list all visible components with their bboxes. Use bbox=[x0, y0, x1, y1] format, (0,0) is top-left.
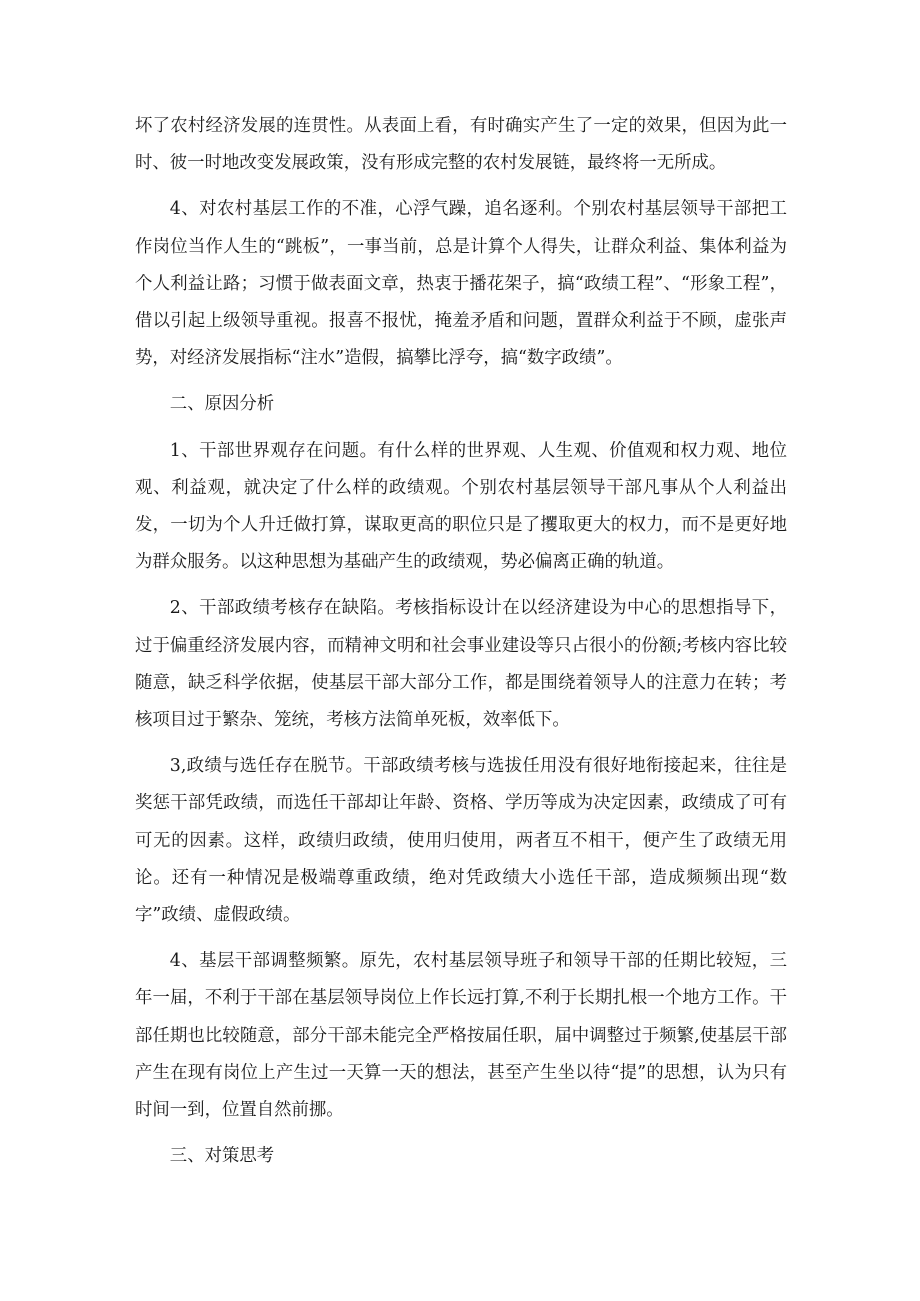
paragraph-point-4: 4、对农村基层工作的不准，心浮气躁，追名逐利。个别农村基层领导干部把工作岗位当作人生的“跳板”，一事当前，总是计算个人得失，让群众利益、集体利益为个人利益让路；习惯于做表面文章，热衷于播花架子，搞“政绩工程”、“形象工程”，借以引起上级领导重视。报喜不报忧，掩羞矛盾和问题，置群众利益于不顾，虚张声势，对经济发展指标“注水”造假，搞攀比浮夸，搞“数字政绩”。 bbox=[135, 199, 787, 369]
paragraph-gap bbox=[135, 739, 787, 748]
paragraph-cause-4: 4、基层干部调整频繁。原先，农村基层领导班子和领导干部的任期比较短，三年一届，不利于干部在基层领导岗位上作长远打算,不利于长期扎根一个地方工作。干部任期也比较随意，部分干部未能完全严格按届任职，届中调整过于频繁,使基层干部产生在现有岗位上产生过一天算一天的想法，甚至产生坐以待“提”的思想，认为只有时间一到，位置自然前挪。 bbox=[135, 951, 787, 1121]
section-heading-countermeasures: 三、对策思考 bbox=[169, 1146, 275, 1167]
paragraph-gap bbox=[135, 424, 787, 433]
section-heading-cause-analysis: 二、原因分析 bbox=[169, 394, 275, 415]
paragraph-gap bbox=[135, 182, 787, 191]
paragraph-continuation: 坏了农村经济发展的连贯性。从表面上看，有时确实产生了一定的效果，但因为此一时、彼一时地改变发展政策，没有形成完整的农村发展链，最终将一无所成。 bbox=[135, 116, 787, 174]
paragraph-cause-2: 2、干部政绩考核存在缺陷。考核指标设计在以经济建设为中心的思想指导下，过于偏重经济发展内容，而精神文明和社会事业建设等只占很小的份额;考核内容比较随意，缺乏科学依据，使基层干部大部分工作，都是围绕着领导人的注意力在转；考核项目过于繁杂、笼统，考核方法简单死板，效率低下。 bbox=[135, 598, 787, 731]
paragraph-gap bbox=[135, 581, 787, 590]
paragraph-cause-3: 3,政绩与选任存在脱节。干部政绩考核与选拔任用没有很好地衔接起来，往往是奖惩干部凭政绩，而选任干部却让年龄、资格、学历等成为决定因素，政绩成了可有可无的因素。这样，政绩归政绩，使用归使用，两者互不相干，便产生了政绩无用论。还有一种情况是极端尊重政绩，绝对凭政绩大小选任干部，造成频频出现“数字”政绩、虚假政绩。 bbox=[135, 756, 787, 926]
paragraph-gap bbox=[135, 934, 787, 943]
document-page bbox=[135, 108, 787, 1175]
paragraph-gap bbox=[135, 377, 787, 386]
paragraph-cause-1: 1、干部世界观存在问题。有什么样的世界观、人生观、价值观和权力观、地位观、利益观，就决定了什么样的政绩观。个别农村基层领导干部凡事从个人利益出发，一切为个人升迁做打算，谋取更高的职位只是了攫取更大的权力，而不是更好地为群众服务。以这种思想为基础产生的政绩观，势必偏离正确的轨道。 bbox=[135, 440, 787, 573]
paragraph-gap bbox=[135, 1129, 787, 1138]
